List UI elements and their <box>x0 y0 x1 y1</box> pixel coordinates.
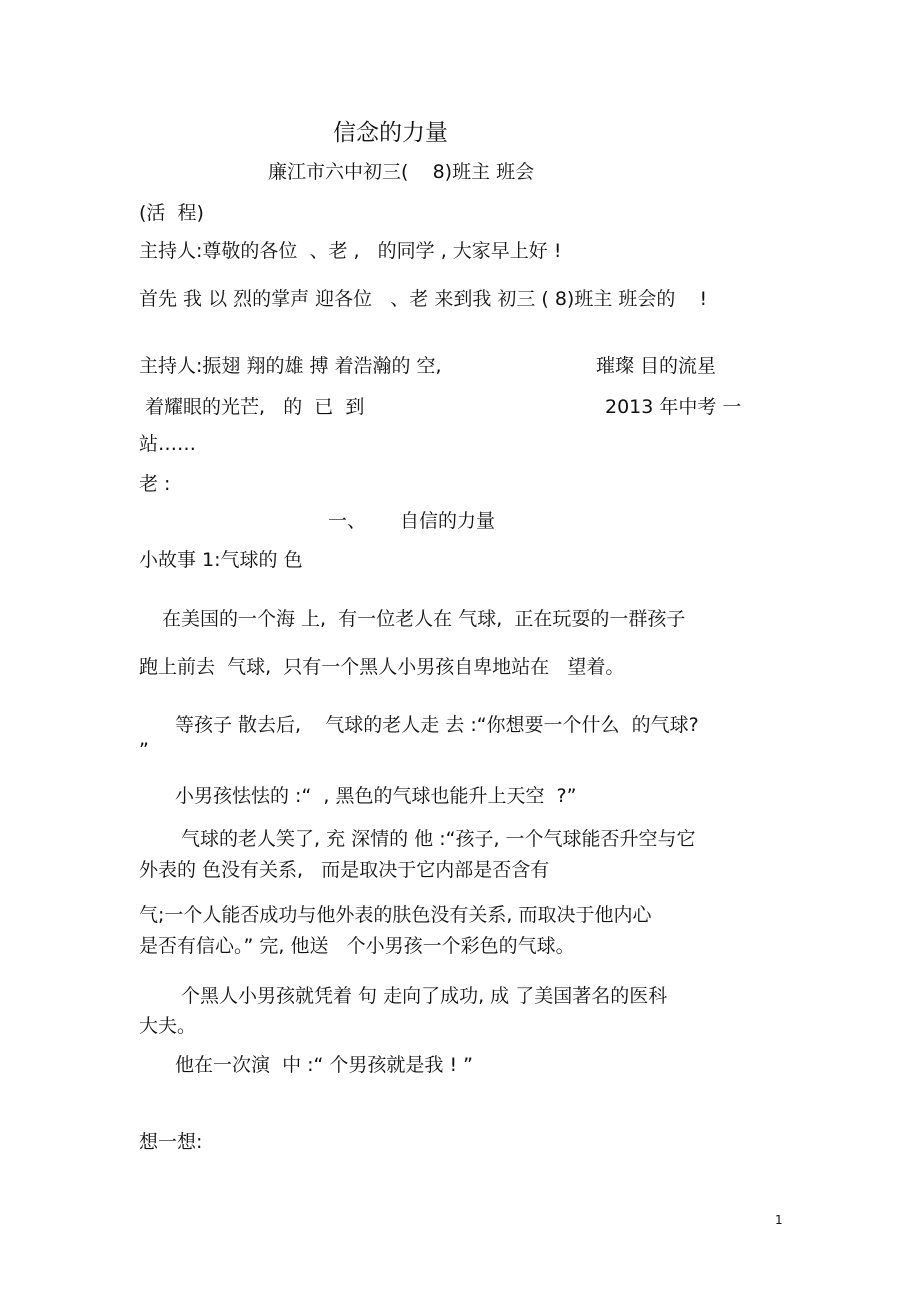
story-paragraph-2-line-2: ” <box>139 739 149 761</box>
section-one-title: 自信的力量 <box>400 510 496 532</box>
story-paragraph-2-line-1: 等孩子 散去后, 气球的老人走 去 :“你想要一个什么 的气球? <box>175 714 699 736</box>
story-paragraph-4-line-3: 气;一个人能否成功与他外表的肤色没有关系, 而取决于他内心 <box>139 904 652 926</box>
think-label: 想一想: <box>139 1131 203 1153</box>
host-greeting: 主持人:尊敬的各位 、老 , 的同学 , 大家早上好 ! <box>139 240 562 262</box>
teacher-label: 老 : <box>139 473 171 495</box>
story-title: 小故事 1:气球的 色 <box>139 549 303 571</box>
host-line-3b: 2013 年中考 一 <box>605 396 742 418</box>
story-paragraph-5-line-1: 个黑人小男孩就凭着 句 走向了成功, 成 了美国著名的医科 <box>181 985 668 1007</box>
story-paragraph-6: 他在一次演 中 :“ 个男孩就是我 ! ” <box>175 1054 473 1076</box>
story-paragraph-4-line-4: 是否有信心。” 完, 他送 个小男孩一个彩色的气球。 <box>139 935 575 957</box>
activity-label: (活 程) <box>139 202 204 224</box>
story-paragraph-1-line-2: 跑上前去 气球, 只有一个黑人小男孩自卑地站在 望着。 <box>139 656 625 678</box>
story-paragraph-4-line-1: 气球的老人笑了, 充 深情的 他 :“孩子, 一个气球能否升空与它 <box>181 828 696 850</box>
host-line-3c: 站…… <box>139 433 197 455</box>
opening-line: 首先 我 以 烈的掌声 迎各位 、老 来到我 初三 ( 8)班主 班会的 ! <box>139 288 708 310</box>
host-line-2a: 主持人:振翅 翔的雄 搏 着浩瀚的 空, <box>139 355 442 377</box>
story-paragraph-4-line-2: 外表的 色没有关系, 而是取决于它内部是否含有 <box>139 859 550 881</box>
story-paragraph-1-line-1: 在美国的一个海 上, 有一位老人在 气球, 正在玩耍的一群孩子 <box>162 608 686 630</box>
section-one-number: 一、 <box>328 510 367 532</box>
story-paragraph-5-line-2: 大夫。 <box>139 1015 197 1037</box>
host-line-3a: 着耀眼的光芒, 的 已 到 <box>139 396 365 418</box>
document-title: 信念的力量 <box>333 120 448 146</box>
document-subtitle: 廉江市六中初三( 8)班主 班会 <box>268 161 535 183</box>
page-number: 1 <box>775 1213 783 1227</box>
host-line-2b: 璀璨 目的流星 <box>596 355 717 377</box>
story-paragraph-3: 小男孩怯怯的 :“ , 黑色的气球也能升上天空 ?” <box>175 785 577 807</box>
